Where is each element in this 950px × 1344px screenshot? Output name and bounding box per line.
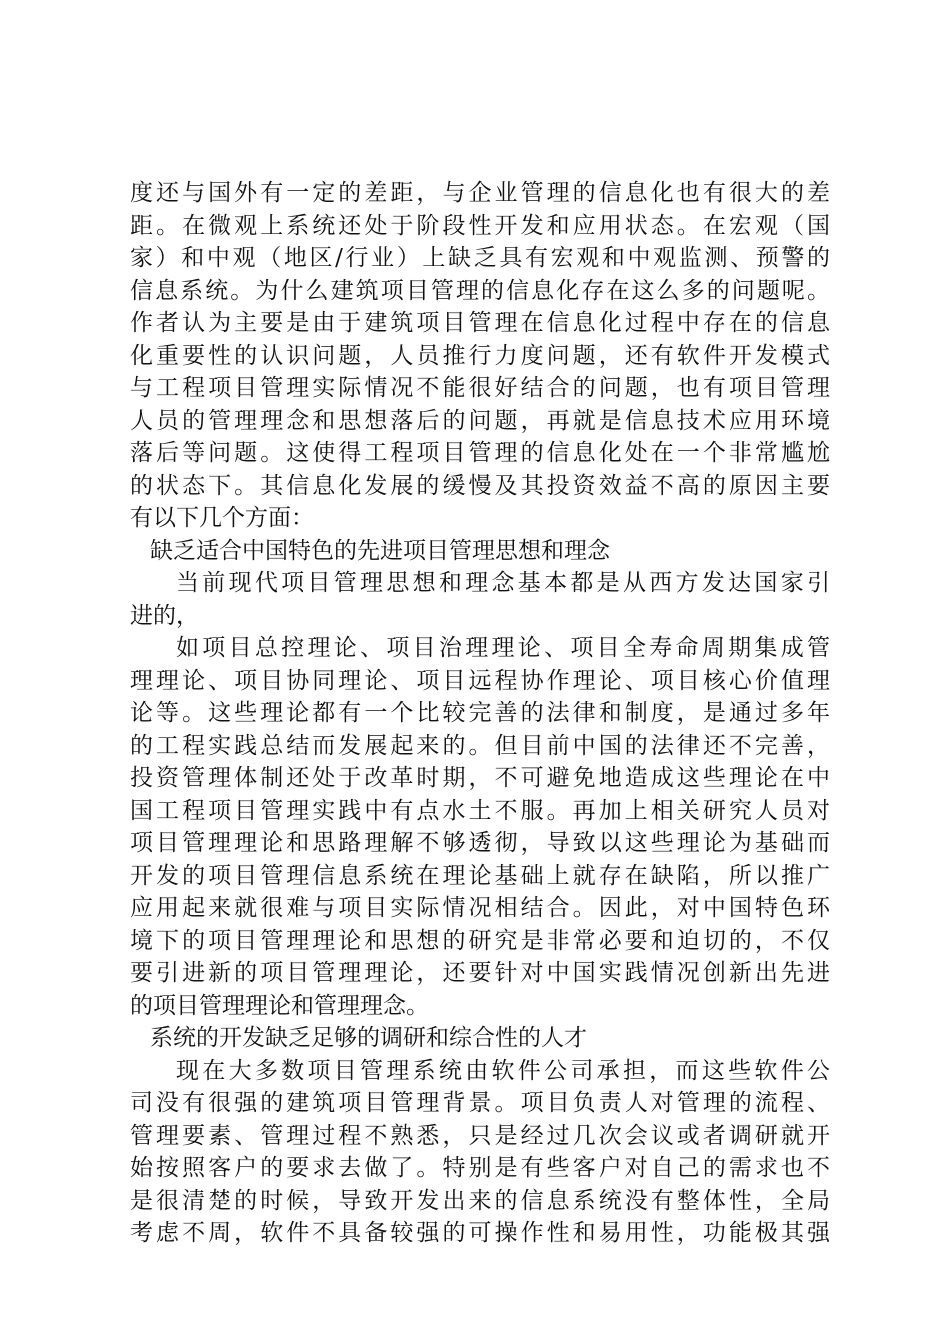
text-line: 投资管理体制还处于改革时期，不可避免地造成这些理论在中 <box>130 765 830 791</box>
text-line: 有以下几个方面： <box>130 505 314 531</box>
text-line: 现在大多数项目管理系统由软件公司承担，而这些软件公 <box>176 1057 830 1084</box>
text-line: 人员的管理理念和思想落后的问题，再就是信息技术应用环境 <box>130 407 830 434</box>
text-line: 管理要素、管理过程不熟悉，只是经过几次会议或者调研就开 <box>130 1122 830 1149</box>
text-line: 的状态下。其信息化发展的缓慢及其投资效益不高的原因主要 <box>130 472 830 499</box>
text-line: 的项目管理理论和管理理念。 <box>130 992 429 1019</box>
text-line: 考虑不周，软件不具备较强的可操作性和易用性，功能极其强 <box>130 1220 830 1246</box>
section-heading-text: 缺乏适合中国特色的先进项目管理思想和理念 <box>150 537 610 564</box>
text-line: 项目管理理论和思路理解不够透彻，导致以这些理论为基础而 <box>130 830 830 856</box>
text-line: 如项目总控理论、项目治理理论、项目全寿命周期集成管 <box>176 635 830 661</box>
text-line: 当前现代项目管理思想和理念基本都是从西方发达国家引 <box>176 570 830 596</box>
text-line: 理理论、项目协同理论、项目远程协作理论、项目核心价值理 <box>130 667 830 694</box>
text-line: 是很清楚的时候，导致开发出来的信息系统没有整体性，全局 <box>130 1187 830 1214</box>
text-line: 落后等问题。这使得工程项目管理的信息化处在一个非常尴尬 <box>130 440 830 466</box>
text-line: 要引进新的项目管理理论，还要针对中国实践情况创新出先进 <box>130 960 830 986</box>
text-line: 化重要性的认识问题，人员推行力度问题，还有软件开发模式 <box>130 342 830 369</box>
text-line: 与工程项目管理实际情况不能很好结合的问题，也有项目管理 <box>130 375 830 401</box>
paragraph <box>130 177 830 535</box>
text-line: 始按照客户的要求去做了。特别是有些客户对自己的需求也不 <box>130 1155 830 1181</box>
document-body <box>130 177 830 1250</box>
paragraph <box>130 632 830 1022</box>
text-line: 应用起来就很难与项目实际情况相结合。因此，对中国特色环 <box>130 895 830 921</box>
section-heading <box>130 535 830 568</box>
text-line: 家）和中观（地区/行业）上缺乏具有宏观和中观监测、预警的 <box>130 245 830 271</box>
text-line: 国工程项目管理实践中有点水土不服。再加上相关研究人员对 <box>130 797 830 824</box>
text-line: 论等。这些理论都有一个比较完善的法律和制度，是通过多年 <box>130 700 830 726</box>
paragraph <box>130 1055 830 1250</box>
text-line: 进的， <box>130 602 199 629</box>
text-line: 距。在微观上系统还处于阶段性开发和应用状态。在宏观（国 <box>130 212 830 239</box>
text-line: 司没有很强的建筑项目管理背景。项目负责人对管理的流程、 <box>130 1090 830 1116</box>
text-line: 作者认为主要是由于建筑项目管理在信息化过程中存在的信息 <box>130 310 830 336</box>
section-heading <box>130 1022 830 1055</box>
text-line: 的工程实践总结而发展起来的。但目前中国的法律还不完善， <box>130 732 830 759</box>
text-line: 度还与国外有一定的差距，与企业管理的信息化也有很大的差 <box>130 180 830 206</box>
text-line: 境下的项目管理理论和思想的研究是非常必要和迫切的，不仅 <box>130 927 830 954</box>
text-line: 开发的项目管理信息系统在理论基础上就存在缺陷，所以推广 <box>130 862 830 889</box>
text-line: 信息系统。为什么建筑项目管理的信息化存在这么多的问题呢。 <box>130 277 830 304</box>
paragraph <box>130 567 830 632</box>
section-heading-text: 系统的开发缺乏足够的调研和综合性的人才 <box>150 1025 587 1051</box>
